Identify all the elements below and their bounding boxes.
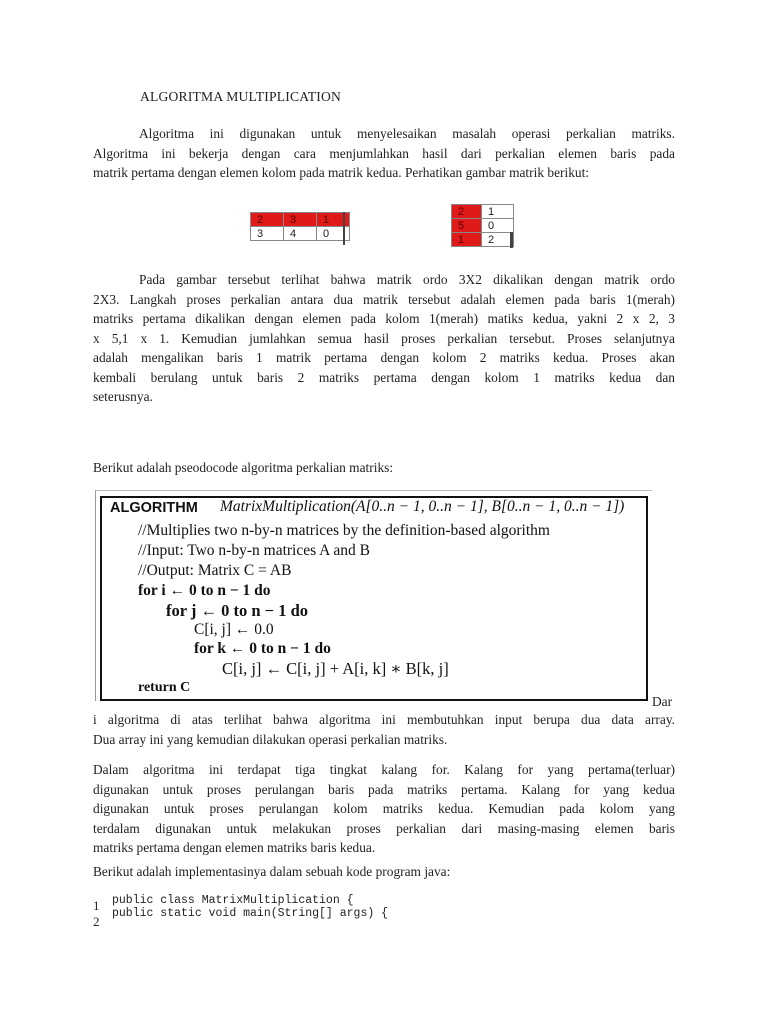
loops-line-5: matriks pertama dengan elemen matriks baris kedua. (93, 840, 376, 855)
loops-line-3: digunakan untuk proses perulangan kolom matriks kedua. Kemudian pada kolom yang (93, 801, 675, 816)
algorithm-comment-1: //Multiplies two n-by-n matrices by the definition-based algorithm (138, 522, 550, 539)
matrix-b-cell: 1 (452, 233, 482, 247)
matrix-b-cell: 0 (482, 219, 514, 233)
explain-line-5: adalah mengalikan baris 1 matrik pertama dengan kolom 2 matriks kedua. Proses akan (93, 350, 675, 365)
trailing-fragment: Dar (652, 694, 673, 709)
explanation-paragraph (93, 270, 675, 407)
explain-line-2: 2X3. Langkah proses perkalian antara dua matrik tersebut adalah elemen pada baris 1(merah) (93, 291, 675, 307)
matrix-b-row-1 (452, 205, 514, 219)
matrix-a-row-1 (251, 213, 350, 227)
matrix-b-row-2 (452, 219, 514, 233)
explain-line-6: kembali berulang untuk baris 2 matriks pertama dengan kolom 1 matriks kedua dan (93, 369, 675, 385)
matrix-a-cell: 0 (317, 227, 350, 241)
after-algo-line-2: Dua array ini yang kemudian dilakukan operasi perkalian matriks. (93, 731, 448, 747)
matrix-a-cell: 2 (251, 213, 284, 227)
algorithm-comment-2: //Input: Two n-by-n matrices A and B (138, 542, 370, 559)
matrix-b-edge (510, 232, 513, 248)
matrix-b-cell: 5 (452, 219, 482, 233)
code-line-number: 2 (93, 914, 100, 929)
explain-line-1: Pada gambar tersebut terlihat bahwa matrik ordo 3X2 dikalikan dengan matrik ordo (139, 272, 675, 287)
after-algo-line-1: i algoritma di atas terlihat bahwa algoritma ini membutuhkan input berupa dua data array. (93, 712, 675, 727)
matrix-b (451, 204, 514, 247)
matrix-b-row-3 (452, 233, 514, 247)
loops-line-2: digunakan untuk proses perulangan baris pada matriks pertama. Kalang for yang kedua (93, 781, 675, 797)
matrix-b-cell: 2 (482, 233, 514, 247)
algorithm-return: return C (138, 680, 191, 695)
matrix-a-cell: 3 (284, 213, 317, 227)
explain-line-7: seterusnya. (93, 389, 153, 404)
matrix-b-cell: 1 (482, 205, 514, 219)
code-line-number: 1 (93, 898, 100, 913)
code-line: public class MatrixMultiplication { (112, 894, 354, 907)
algorithm-loop-i: for i ← 0 to n − 1 do (138, 582, 271, 599)
algorithm-signature: MatrixMultiplication(A[0..n − 1, 0..n − 1], B[0..n − 1, 0..n − 1]) (220, 498, 625, 515)
matrix-b-cell: 2 (452, 205, 482, 219)
matrix-a (250, 212, 350, 241)
intro-line-2: Algoritma ini bekerja dengan cara menjumlahkan hasil dari perkalian elemen baris pada (93, 145, 675, 161)
algorithm-keyword: ALGORITHM (110, 500, 198, 516)
explain-line-3: matriks pertama dikalikan dengan elemen pada kolom 1(merah) matiks kedua, yakni 2 x 2, 3 (93, 311, 675, 326)
intro-line-3: matrik pertama dengan elemen kolom pada matrik kedua. Perhatikan gambar matrik berikut: (93, 165, 590, 180)
matrix-a-cell: 3 (251, 227, 284, 241)
matrix-a-edge (343, 212, 345, 245)
algorithm-update: C[i, j] ← C[i, j] + A[i, k] ∗ B[k, j] (222, 659, 449, 678)
algorithm-init: C[i, j] ← 0.0 (194, 621, 274, 638)
pseudocode-intro: Berikut adalah pseodocode algoritma perkalian matriks: (93, 460, 394, 475)
algorithm-loop-k: for k ← 0 to n − 1 do (194, 640, 331, 657)
matrix-a-cell: 1 (317, 213, 350, 227)
implementation-intro: Berikut adalah implementasinya dalam sebuah kode program java: (93, 864, 451, 879)
intro-paragraph (93, 124, 675, 183)
algorithm-comment-3: //Output: Matrix C = AB (138, 562, 292, 579)
explain-line-4: x 5,1 x 1. Kemudian jumlahkan semua hasil proses perkalian tersebut. Proses selanjutnya (93, 330, 675, 346)
code-line: public static void main(String[] args) { (112, 907, 389, 920)
algorithm-loop-j: for j ← 0 to n − 1 do (166, 601, 309, 620)
matrix-a-cell: 4 (284, 227, 317, 241)
matrix-a-row-2 (251, 227, 350, 241)
document-heading: ALGORITMA MULTIPLICATION (140, 89, 342, 104)
loops-paragraph (93, 760, 675, 858)
loops-line-1: Dalam algoritma ini terdapat tiga tingkat kalang for. Kalang for yang pertama(terluar) (93, 762, 675, 777)
intro-line-1: Algoritma ini digunakan untuk menyelesaikan masalah operasi perkalian matriks. (139, 126, 675, 141)
loops-line-4: terdalam digunakan untuk melakukan proses perkalian dari masing-masing elemen baris (93, 820, 675, 836)
after-algorithm-paragraph (93, 710, 675, 749)
algorithm-box (100, 496, 648, 701)
